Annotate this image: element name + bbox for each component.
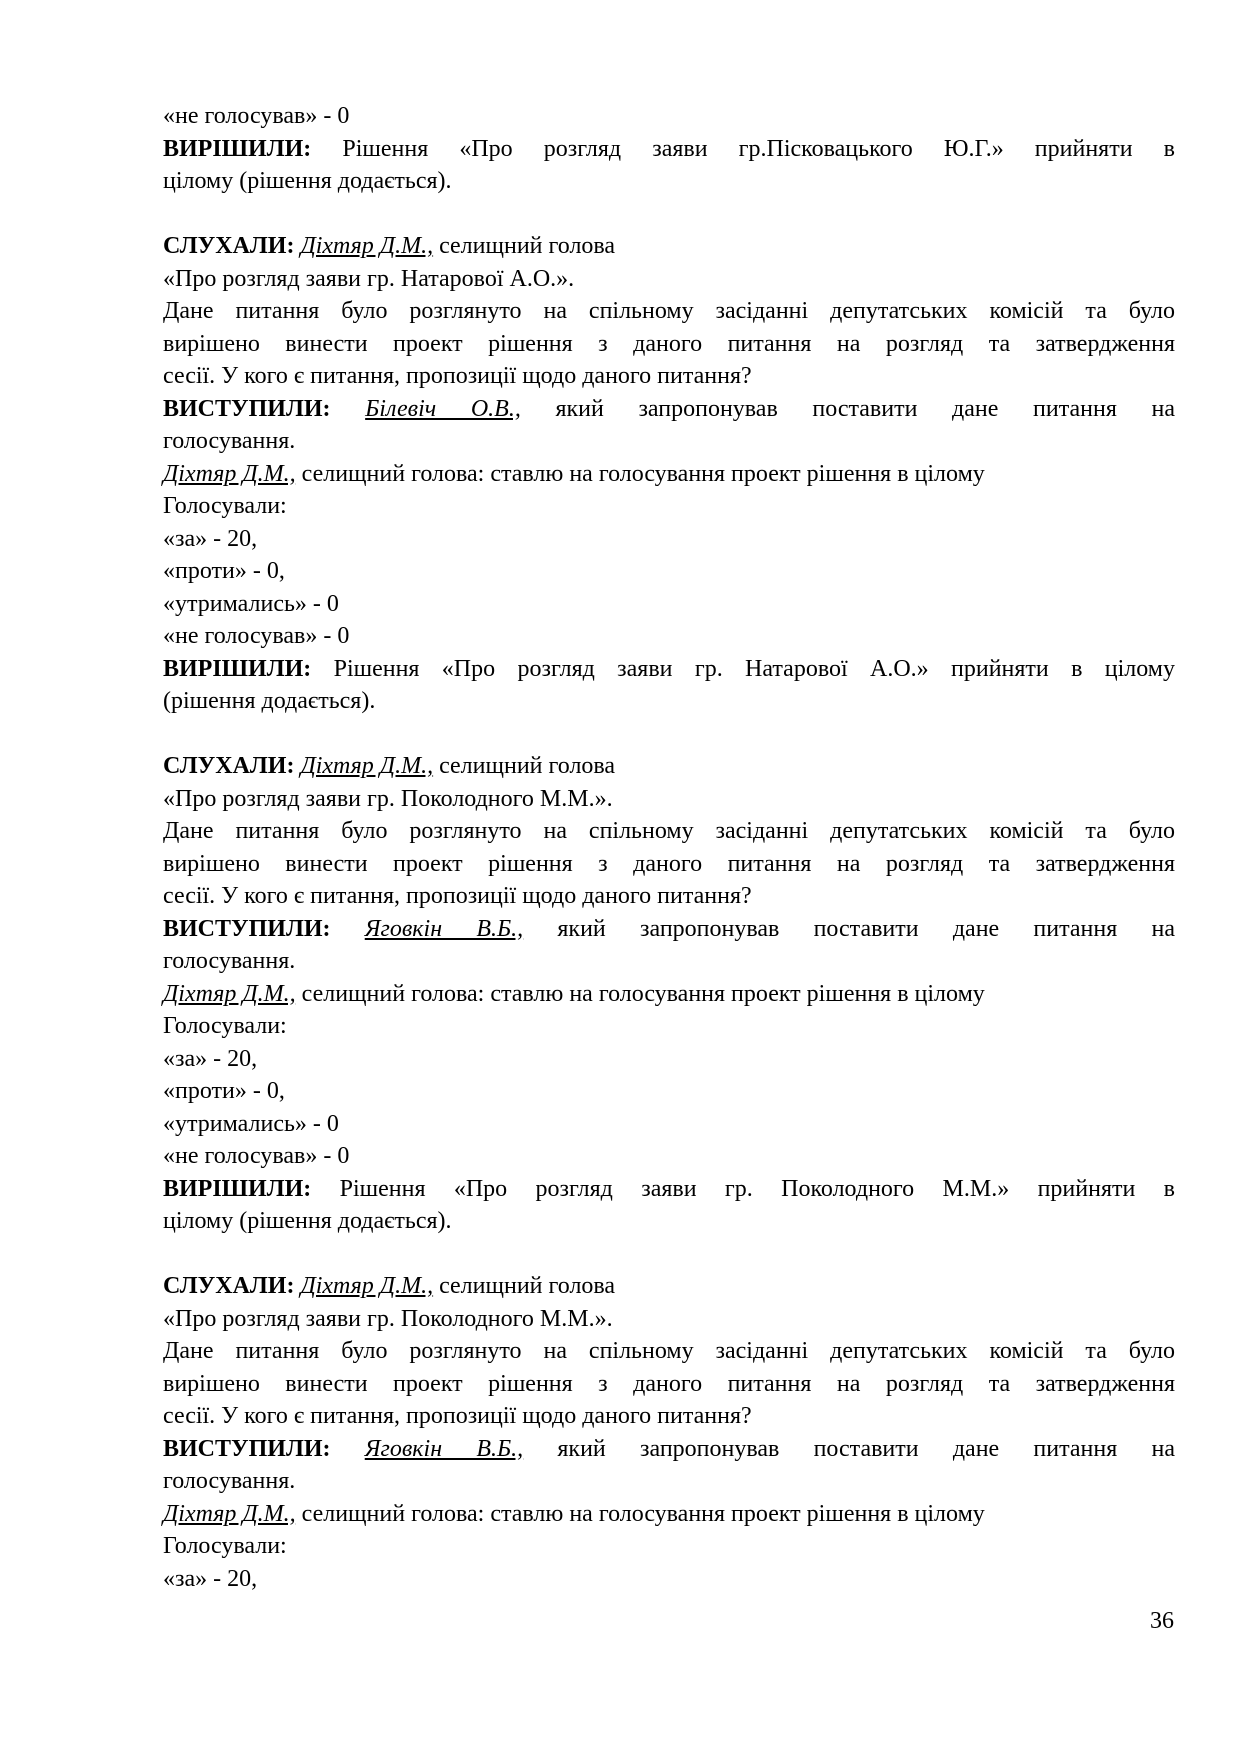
person-name: Діхтяр Д.М.,	[163, 980, 296, 1007]
text-line	[163, 653, 1175, 686]
text-run: селищний голова: ставлю на голосування проект рішення в цілому	[295, 460, 985, 487]
text-run: «проти» - 0,	[163, 1078, 285, 1104]
text-line	[163, 913, 1175, 946]
agenda-item-block	[163, 1270, 1175, 1595]
text-line	[163, 1205, 1175, 1238]
text-line	[163, 360, 1175, 393]
text-line	[163, 880, 1175, 913]
section-label: ВИСТУПИЛИ:	[163, 915, 331, 942]
text-run: Рішення «Про розгляд заяви гр.Пісковацького Ю.Г.» прийняти в	[311, 135, 1175, 162]
text-line	[163, 523, 1175, 556]
section-label: ВИРІШИЛИ:	[163, 1175, 312, 1202]
text-run: «проти» - 0,	[163, 558, 285, 584]
text-line	[163, 328, 1175, 361]
text-run: селищний голова: ставлю на голосування проект рішення в цілому	[295, 980, 985, 1007]
text-run	[331, 396, 366, 422]
text-run: «не голосував» - 0	[163, 103, 350, 129]
text-run: вирішено винести проект рішення з даного питання на розгляд та затвердження	[163, 1370, 1175, 1397]
text-run: голосування.	[163, 948, 296, 974]
text-run: цілому (рішення додається).	[163, 1208, 452, 1234]
text-run: Голосували:	[163, 493, 287, 519]
section-label: СЛУХАЛИ:	[163, 753, 295, 779]
text-run: «Про розгляд заяви гр. Натарової А.О.».	[163, 265, 575, 292]
text-run: селищний голова	[433, 233, 616, 259]
text-run: Дане питання було розглянуто на спільному засіданні депутатських комісій та було	[163, 1338, 1175, 1364]
section-label: СЛУХАЛИ:	[163, 1273, 295, 1299]
text-run: «за» - 20,	[163, 1045, 258, 1072]
text-line	[163, 165, 1175, 198]
text-run: який запропонував поставити дане питання на	[523, 915, 1175, 942]
text-line	[163, 393, 1175, 426]
paragraph-gap	[163, 198, 1175, 231]
text-run: Рішення «Про розгляд заяви гр. Натарової А.О.» прийняти в цілому	[311, 655, 1175, 682]
text-line	[163, 1530, 1175, 1563]
text-line	[163, 1335, 1175, 1368]
text-line	[163, 555, 1175, 588]
person-name: Яговкін В.Б.,	[364, 1435, 524, 1462]
agenda-item-block	[163, 230, 1175, 718]
text-run: Голосували:	[163, 1013, 287, 1039]
section-label: СЛУХАЛИ:	[163, 233, 295, 259]
text-line	[163, 1400, 1175, 1433]
text-line	[163, 1433, 1175, 1466]
text-line	[163, 295, 1175, 328]
text-line	[163, 1563, 1175, 1596]
person-name: Білевіч О.В.,	[365, 395, 521, 422]
text-line	[163, 848, 1175, 881]
agenda-item-block	[163, 100, 1175, 198]
text-line	[163, 133, 1175, 166]
text-line	[163, 750, 1175, 783]
text-run: (рішення додається).	[163, 688, 376, 714]
section-label: ВИРІШИЛИ:	[163, 655, 312, 682]
text-line	[163, 1303, 1175, 1336]
section-label: ВИРІШИЛИ:	[163, 135, 312, 162]
person-name: Діхтяр Д.М.,	[300, 233, 434, 259]
person-name: Яговкін В.Б.,	[364, 915, 524, 942]
person-name: Діхтяр Д.М.,	[300, 753, 434, 779]
person-name: Діхтяр Д.М.,	[163, 460, 296, 487]
text-line	[163, 1173, 1175, 1206]
text-run: голосування.	[163, 1468, 296, 1494]
text-line	[163, 458, 1175, 491]
text-line	[163, 945, 1175, 978]
text-line	[163, 1498, 1175, 1531]
page-number: 36	[1150, 1608, 1174, 1634]
text-run: Голосували:	[163, 1533, 287, 1559]
person-name: Діхтяр Д.М.,	[300, 1273, 434, 1299]
text-run: селищний голова: ставлю на голосування проект рішення в цілому	[295, 1500, 985, 1527]
text-run: Рішення «Про розгляд заяви гр. Поколодного М.М.» прийняти в	[311, 1175, 1175, 1202]
text-line	[163, 1270, 1175, 1303]
agenda-item-block	[163, 750, 1175, 1238]
text-line	[163, 1043, 1175, 1076]
text-line	[163, 588, 1175, 621]
text-run	[331, 916, 365, 942]
text-line	[163, 978, 1175, 1011]
text-line	[163, 1108, 1175, 1141]
paragraph-gap	[163, 718, 1175, 751]
text-run: «не голосував» - 0	[163, 1143, 350, 1169]
document-body	[163, 100, 1175, 1595]
text-run: «за» - 20,	[163, 525, 258, 552]
text-run: «Про розгляд заяви гр. Поколодного М.М.».	[163, 1305, 613, 1332]
text-run: сесії. У кого є питання, пропозиції щодо даного питання?	[163, 883, 752, 909]
text-run: селищний голова	[433, 753, 616, 779]
text-line	[163, 230, 1175, 263]
text-run: який запропонував поставити дане питання на	[523, 1435, 1175, 1462]
text-line	[163, 1465, 1175, 1498]
text-run: Дане питання було розглянуто на спільному засіданні депутатських комісій та було	[163, 298, 1175, 324]
text-run: «утримались» - 0	[163, 590, 339, 617]
text-line	[163, 1140, 1175, 1173]
text-line	[163, 620, 1175, 653]
text-line	[163, 815, 1175, 848]
text-run: вирішено винести проект рішення з даного питання на розгляд та затвердження	[163, 330, 1175, 357]
text-run: «не голосував» - 0	[163, 623, 350, 649]
text-run: цілому (рішення додається).	[163, 168, 452, 194]
text-run: селищний голова	[433, 1273, 616, 1299]
text-run: який запропонував поставити дане питання на	[520, 395, 1175, 422]
text-line	[163, 263, 1175, 296]
person-name: Діхтяр Д.М.,	[163, 1500, 296, 1527]
text-run: «Про розгляд заяви гр. Поколодного М.М.».	[163, 785, 613, 812]
section-label: ВИСТУПИЛИ:	[163, 1435, 331, 1462]
text-run: сесії. У кого є питання, пропозиції щодо даного питання?	[163, 1403, 752, 1429]
text-run: «за» - 20,	[163, 1565, 258, 1592]
text-line	[163, 685, 1175, 718]
text-line	[163, 1010, 1175, 1043]
paragraph-gap	[163, 1238, 1175, 1271]
text-line	[163, 425, 1175, 458]
text-run: Дане питання було розглянуто на спільному засіданні депутатських комісій та було	[163, 818, 1175, 844]
text-run: сесії. У кого є питання, пропозиції щодо даного питання?	[163, 363, 752, 389]
text-run	[331, 1436, 365, 1462]
text-run: голосування.	[163, 428, 296, 454]
section-label: ВИСТУПИЛИ:	[163, 395, 331, 422]
text-line	[163, 783, 1175, 816]
text-line	[163, 100, 1175, 133]
text-line	[163, 490, 1175, 523]
text-line	[163, 1075, 1175, 1108]
text-run: «утримались» - 0	[163, 1110, 339, 1137]
text-run: вирішено винести проект рішення з даного питання на розгляд та затвердження	[163, 850, 1175, 877]
text-line	[163, 1368, 1175, 1401]
